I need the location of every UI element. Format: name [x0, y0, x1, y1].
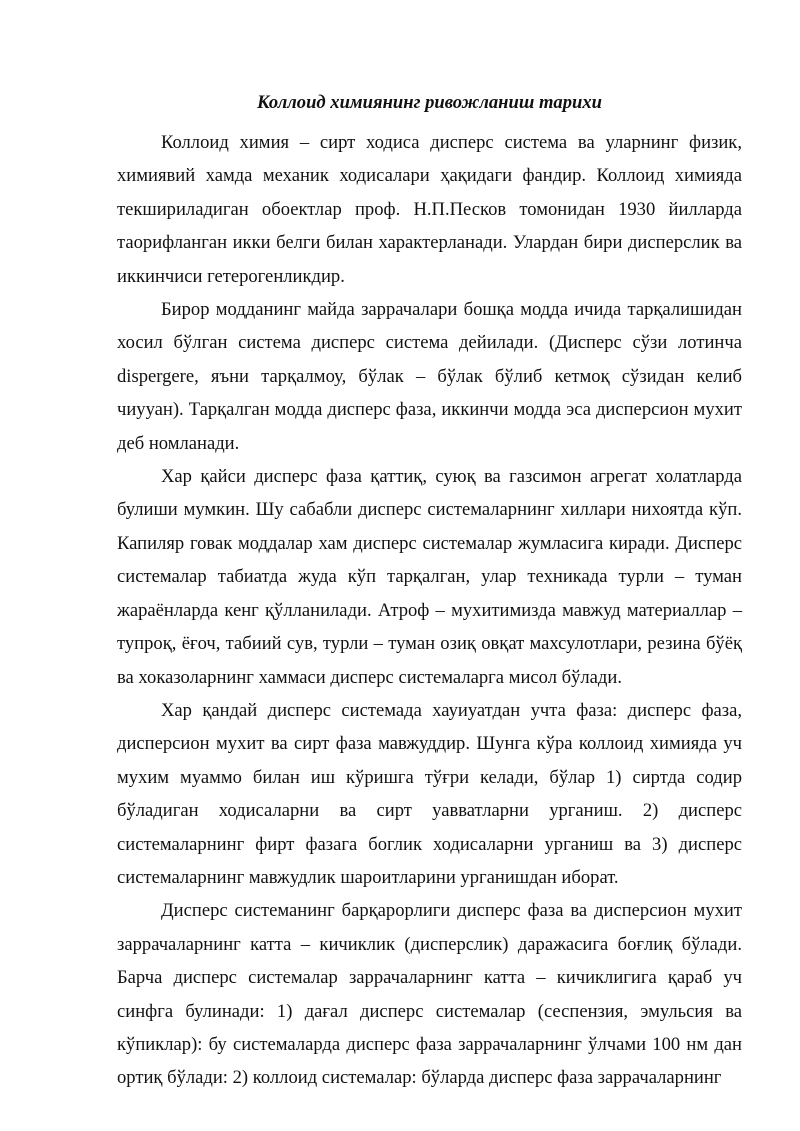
- paragraph-3: Хар қайси дисперс фаза қаттиқ, суюқ ва газсимон агрегат холатларда булиши мумкин. Шу сабабли дисперс системаларнинг хиллари нихоятда кўп. Капиляр говак моддалар хам дисперс системалар жумласига киради. Дисперс системалар табиатда жуда кўп тарқалган, улар техникада турли – туман жараёнларда кенг қўлланилади. Атроф – мухитимизда мавжуд материаллар – тупроқ, ёғоч, табиий сув, турли – туман озиқ овқат махсулотлари, резина бўёқ ва хоказоларнинг хаммаси дисперс системаларга мисол бўлади.: [117, 466, 742, 688]
- page-content: [117, 88, 742, 1095]
- document-title: Коллоид химиянинг ривожланиш тарихи: [256, 92, 603, 113]
- paragraph-5: Дисперс системанинг барқарорлиги дисперс фаза ва дисперсион мухит заррачаларнинг катта – кичиклик (дисперслик) даражасига боғлиқ бўлади. Барча дисперс системалар заррачаларнинг катта – кичиклигига қараб уч синфга булинади: 1) дағал дисперс системалар (сеспензия, эмульсия ва кўпиклар): бу системаларда дисперс фаза заррачаларнинг ўлчами 100 нм дан ортиқ бўлади: 2) коллоид системалар: бўларда дисперс фаза заррачаларнинг: [117, 900, 742, 1089]
- paragraph-4: Хар қандай дисперс системада хауиуатдан учта фаза: дисперс фаза, дисперсион мухит ва сирт фаза мавжуддир. Шунга кўра коллоид химияда уч мухим муаммо билан иш кўришга тўғри келади, бўлар 1) сиртда содир бўладиган ходисаларни ва сирт уавватларни урганиш. 2) дисперс системаларнинг фирт фазага боглик ходисаларни урганиш ва 3) дисперс системаларнинг мавжудлик шароитларини урганишдан иборат.: [117, 699, 742, 888]
- paragraph-2: Бирор модданинг майда заррачалари бошқа модда ичида тарқалишидан хосил бўлган система дисперс система дейилади. (Дисперс сўзи лотинча dispergere, яъни тарқалмоу, бўлак – бўлак бўлиб кетмоқ сўзидан келиб чиууан). Тарқалган модда дисперс фаза, иккинчи модда эса дисперсион мухит деб номланади.: [117, 299, 742, 454]
- paragraph-1: Коллоид химия – сирт ходиса дисперс система ва уларнинг физик, химиявий хамда механик ходисалари ҳақидаги фандир. Коллоид химияда текшириладиган обоектлар проф. Н.П.Песков томонидан 1930 йилларда таорифланган икки белги билан характерланади. Улардан бири дисперслик ва иккинчиси гетерогенликдир.: [117, 132, 742, 287]
